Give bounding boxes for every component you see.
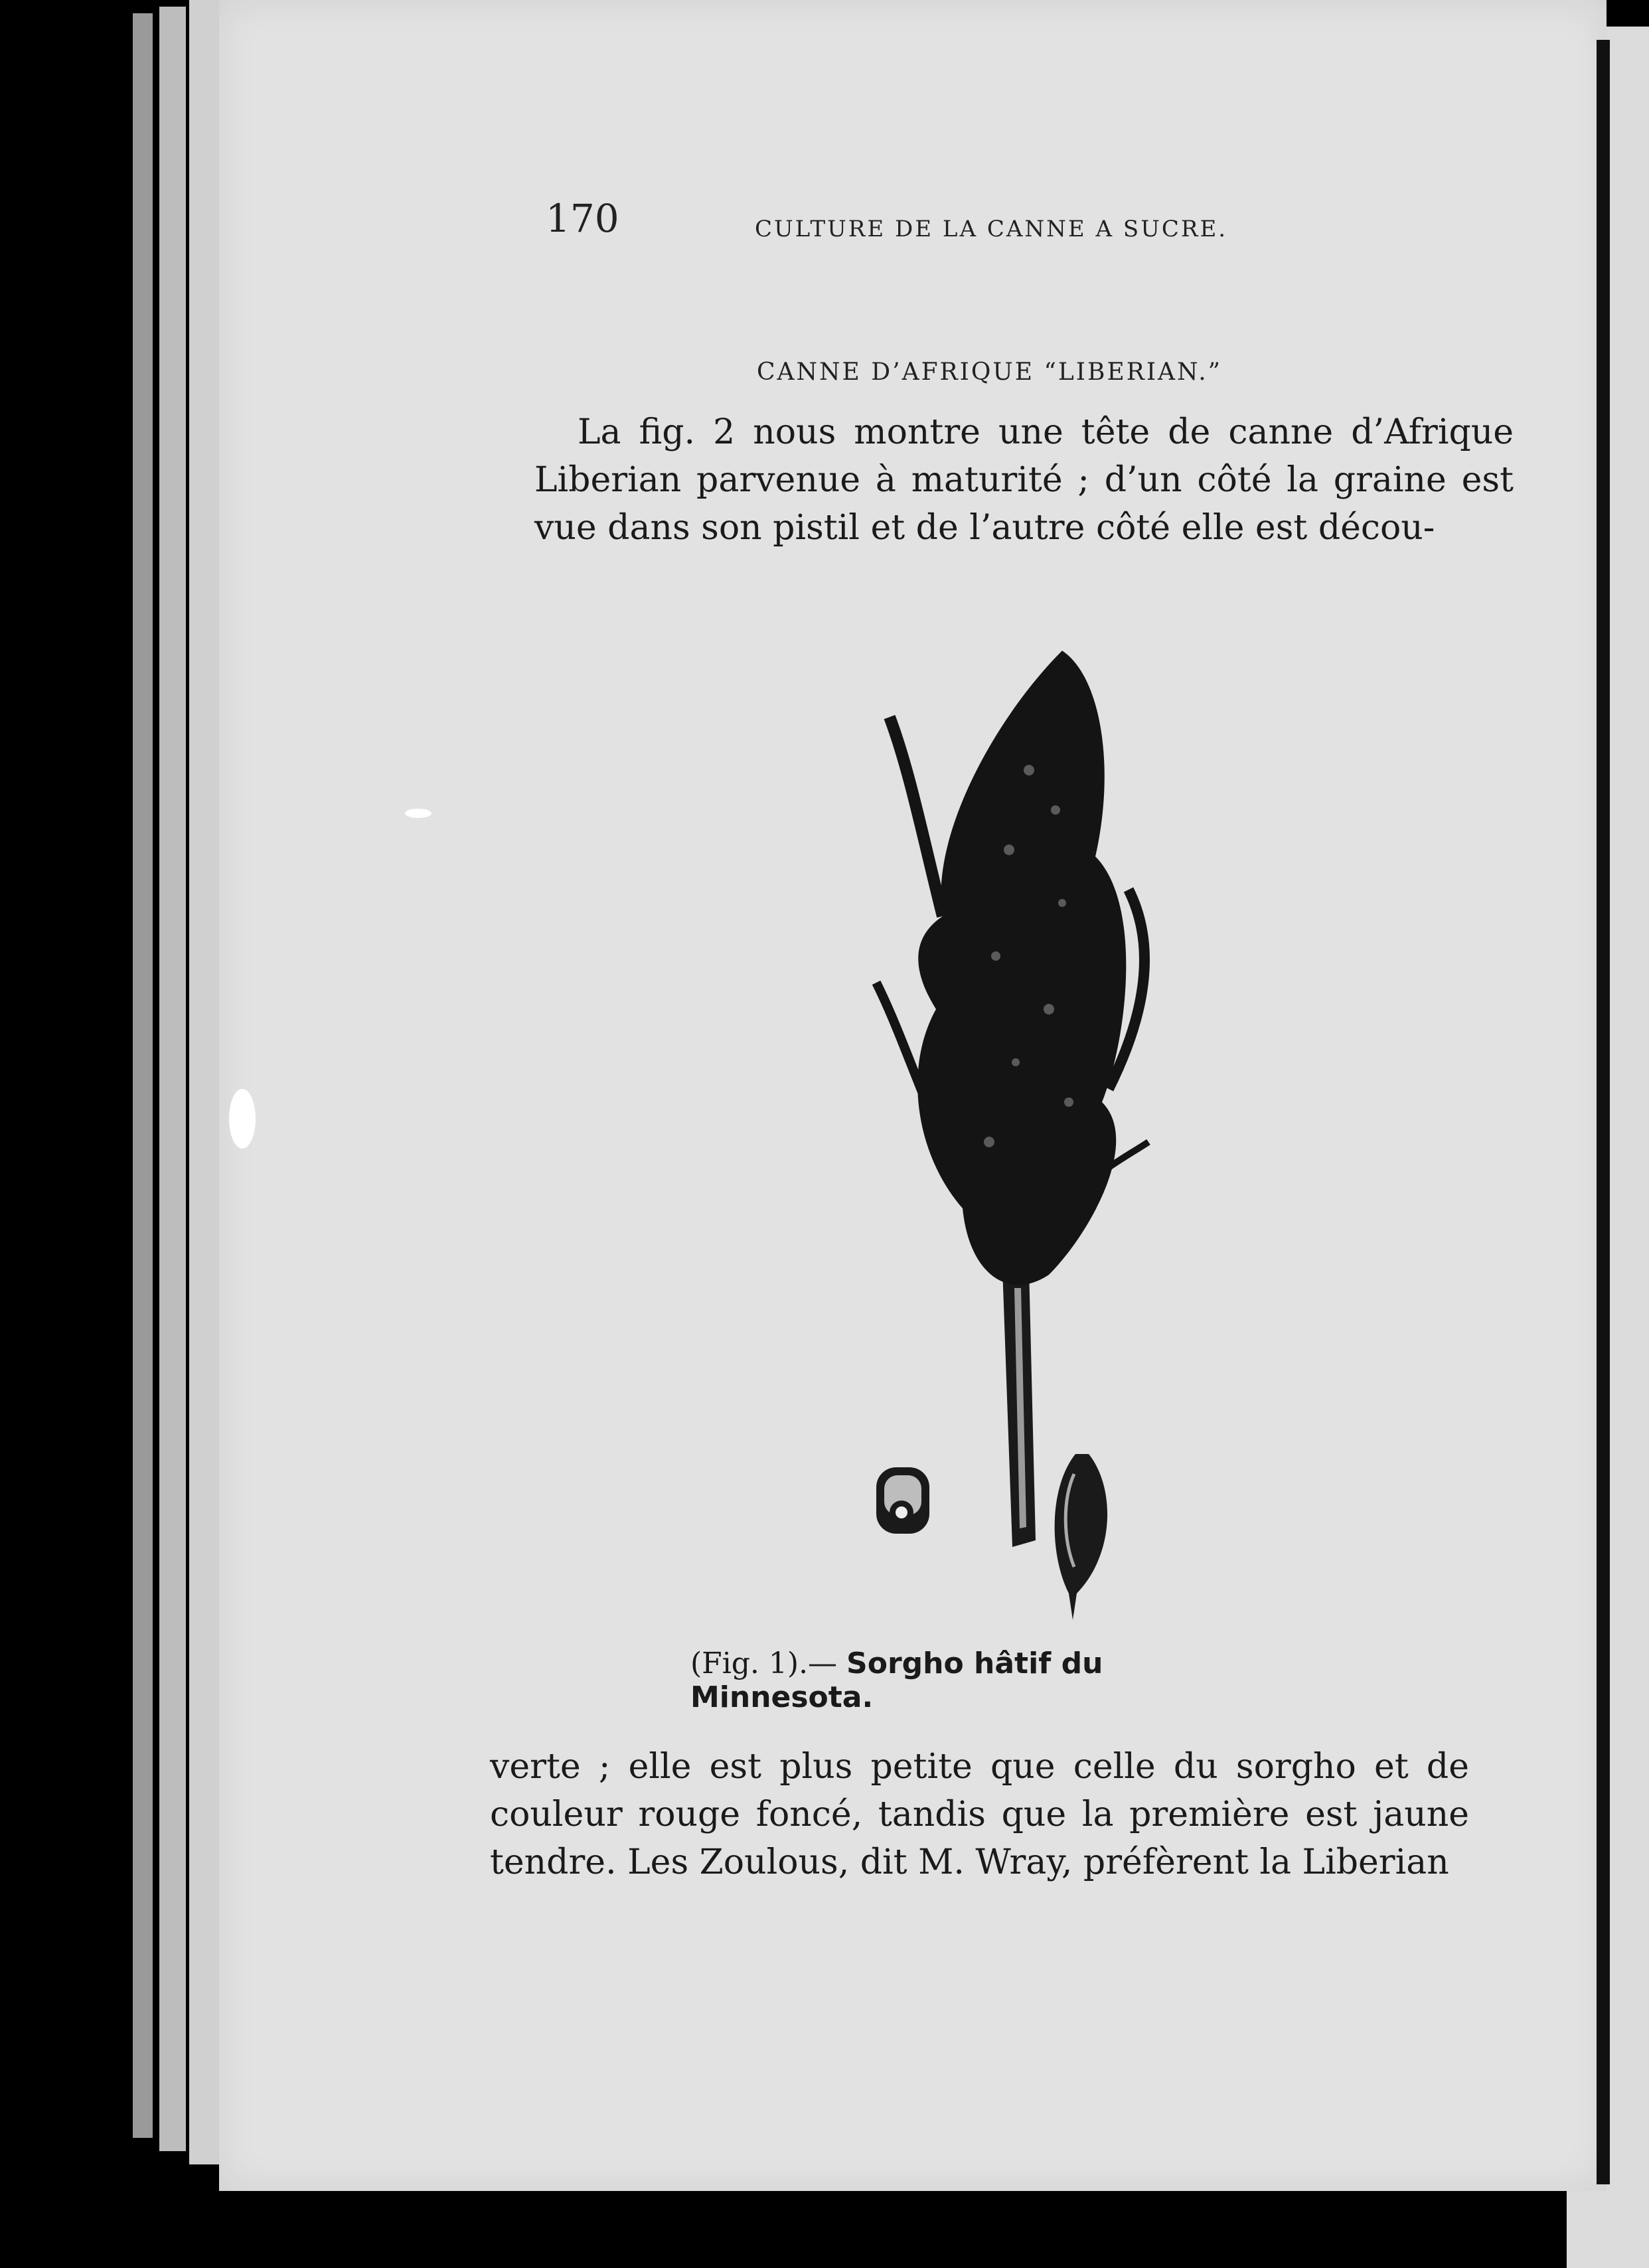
caption-title: Sorgho hâtif du Minnesota. [690, 1647, 1103, 1714]
page-edge-shadow [1597, 40, 1610, 2184]
book-edge-2 [159, 7, 186, 2151]
caption-prefix: (Fig. 1).— [690, 1647, 847, 1680]
running-title: CULTURE DE LA CANNE A SUCRE. [755, 216, 1228, 242]
page-number: 170 [546, 196, 619, 241]
sorghum-illustration [863, 637, 1208, 1620]
figure-caption [690, 1647, 1288, 1714]
book-edge-1 [133, 13, 153, 2138]
paragraph-top: La fig. 2 nous montre une tête de canne d’Afrique Liberian parvenue à maturité ; d’un côté la graine est vue dans son pistil et de l’autre côté elle est décou- [534, 412, 1514, 548]
book-edge-3 [189, 0, 219, 2164]
paragraph-bottom: verte ; elle est plus petite que celle du sorgho et de couleur rouge foncé, tandis que la première est jaune tendre. Les Zoulous, dit M. Wray, préfèrent la Liberian [490, 1747, 1469, 1882]
scan-speck [405, 809, 432, 818]
scan-speck [229, 1089, 256, 1149]
section-title: CANNE D’AFRIQUE “LIBERIAN.” [757, 359, 1223, 386]
page-header [546, 196, 1329, 249]
